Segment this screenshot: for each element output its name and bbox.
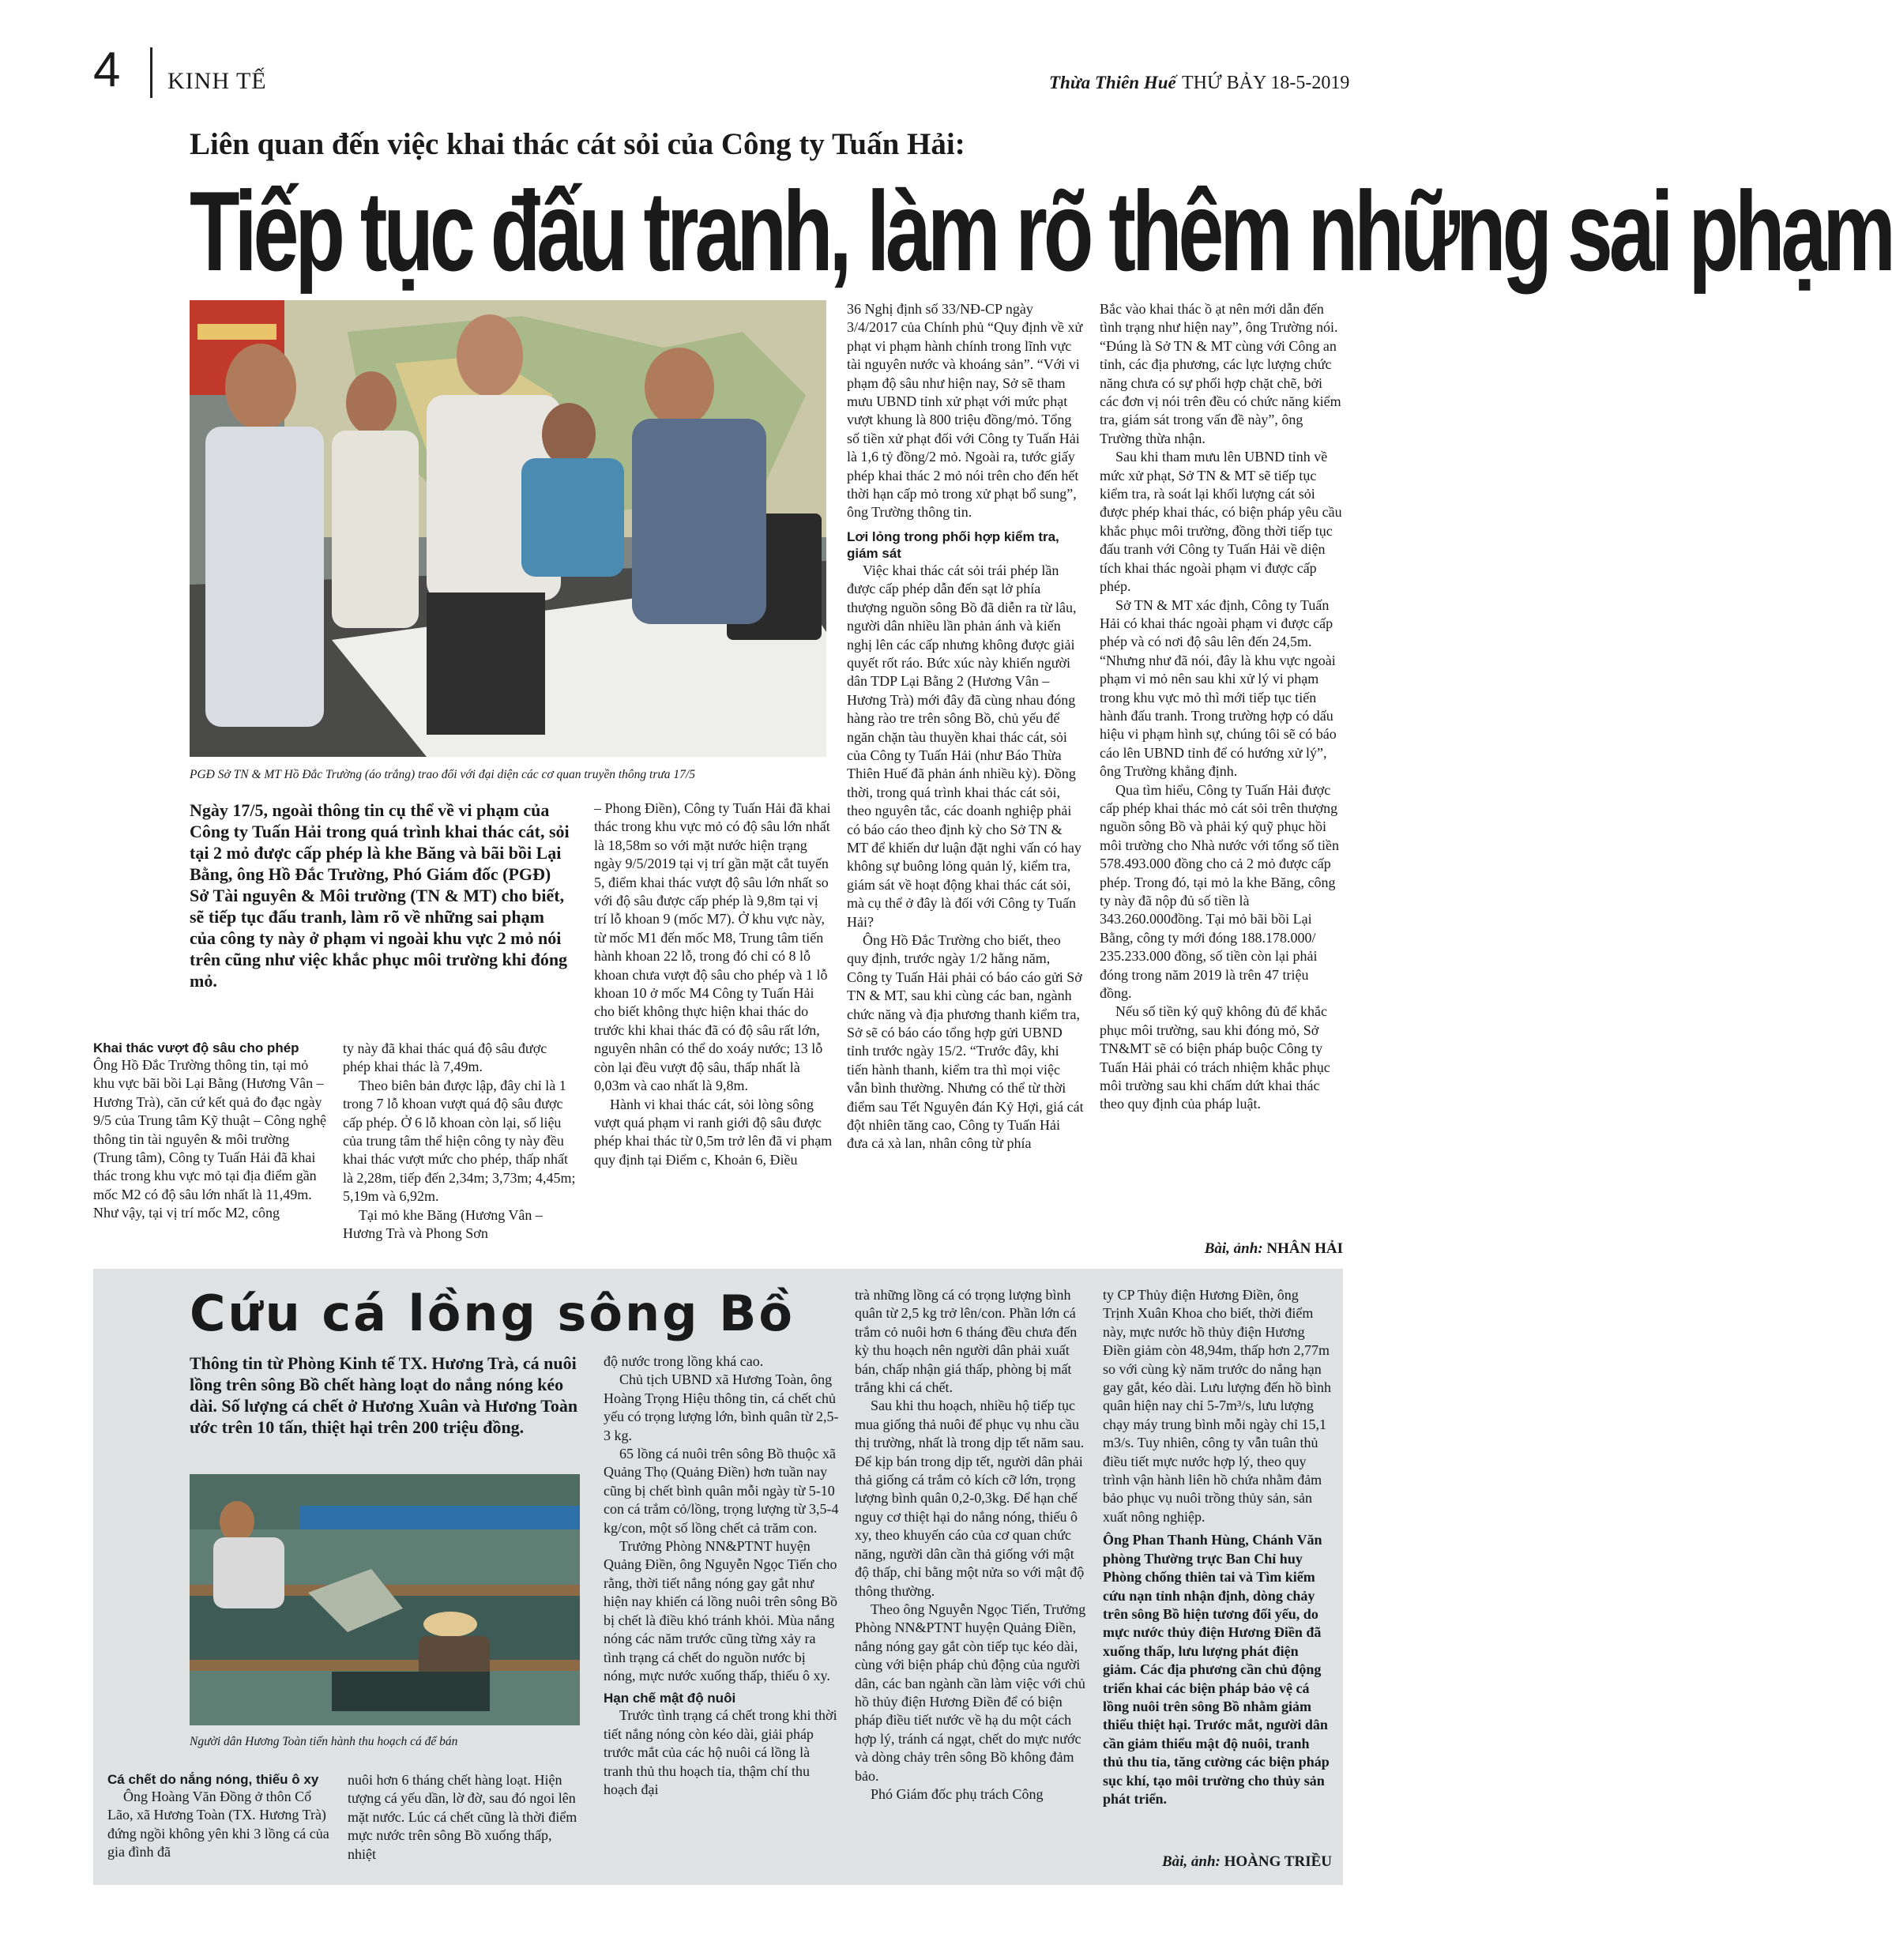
article1-col3	[594, 799, 833, 1256]
article1-col2	[343, 1040, 577, 1253]
paragraph: Nếu số tiền ký quỹ không đủ để khắc phục môi trường, sau khi đóng mỏ, Sở TN&MT sẽ có biện pháp buộc Công ty Tuấn Hải phải có trách nhiệm khắc phục môi trường sau khi chấm dứt khai thác theo quy định của pháp luật.	[1100, 1003, 1330, 1112]
paragraph-quote: Ông Phan Thanh Hùng, Chánh Văn phòng Thường trực Ban Chỉ huy Phòng chống thiên tai và Tìm kiếm cứu nạn tỉnh nhận định, dòng chảy trên sông Bồ hiện tương đối yếu, do mực nước thủy điện Hương Điền đã xuống thấp, lưu lượng phát điện giảm. Các địa phương cần chủ động triển khai các biện pháp bảo vệ cá lồng nuôi trên sông Bồ nhằm giảm thiểu thiệt hại. Trước mắt, người dân cần giảm thiểu mật độ nuôi, tranh thủ thu tỉa, tăng cường các biện pháp sục khí, tạo môi trường cho thủy sản phát triển.	[1103, 1532, 1330, 1807]
subhead-fish-death: Cá chết do nắng nóng, thiếu ô xy	[107, 1772, 319, 1787]
paragraph: Tại mỏ khe Băng (Hương Vân – Hương Trà và Phong Sơn	[343, 1206, 543, 1242]
byline-prefix: Bài, ảnh:	[1161, 1853, 1221, 1870]
subhead-depth: Khai thác vượt độ sâu cho phép	[93, 1040, 299, 1055]
paragraph: 36 Nghị định số 33/NĐ-CP ngày 3/4/2017 của Chính phủ “Quy định về xử phạt vi phạm hành chính trong lĩnh vực tài nguyên nước và khoáng sản”. “Với vi phạm độ sâu như hiện nay, Sở sẽ tham mưu UBND tỉnh xử phạt với mức phạt vượt khung là 800 triệu đồng/mỏ. Tổng số tiền xử phạt đối với Công ty Tuấn Hải là 1,6 tỷ đồng/2 mỏ. Ngoài ra, tước giấy phép khai thác 2 mỏ nói trên cho đến hết thời hạn cấp mỏ trong xử phạt bổ sung”, ông Trường thông tin.	[847, 301, 1083, 521]
lead-text: Ngày 17/5, ngoài thông tin cụ thể về vi phạm của Công ty Tuấn Hải trong quá trình khai thác cát, sỏi tại 2 mỏ được cấp phép là khe Băng và bãi bồi Lại Bằng, ông Hồ Đắc Trường, Phó Giám đốc (PGĐ) Sở Tài nguyên & Môi trường (TN & MT) cho biết, sẽ tiếp tục đấu tranh, làm rõ về những sai phạm của công ty này ở phạm vi ngoài khu vực 2 mỏ nói trên cũng như việc khắc phục môi trường khi đóng mỏ.	[190, 800, 570, 991]
article1-col5	[1100, 300, 1343, 1237]
paragraph: Theo biên bản được lập, đây chỉ là 1 trong 7 lỗ khoan vượt quá độ sâu được cấp phép. Ở 6 lỗ khoan còn lại, số liệu của trung tâm thể hiện công ty này đều khai thác vượt mức cho phép, thấp nhất là 2,28m, tiếp đến 2,34m; 3,73m; 4,45m; 5,19m và 6,92m.	[343, 1077, 576, 1205]
article1-col4	[847, 300, 1084, 1256]
article1-byline	[1100, 1240, 1343, 1258]
paragraph: Trước tình trạng cá chết trong khi thời tiết nắng nóng còn kéo dài, giải pháp trước mắt của các hộ nuôi cá lồng là tranh thủ thu hoạch tỉa, thậm chí thu hoạch đại	[604, 1707, 837, 1797]
article1-photo	[190, 300, 826, 757]
section-name: KINH TẾ	[167, 68, 267, 94]
byline-author: NHÂN HẢI	[1266, 1240, 1343, 1257]
masthead: Thừa Thiên Huế	[1049, 73, 1176, 92]
paragraph: độ nước trong lồng khá cao.	[604, 1353, 764, 1369]
article1-headline: Tiếp tục đấu tranh, làm rõ thêm những sai phạm	[190, 168, 1892, 295]
paragraph: nuôi hơn 6 tháng chết hàng loạt. Hiện tượng cá yếu dần, lờ đờ, sau đó ngoi lên mặt nước. Lúc cá chết cũng là thời điểm mực nước trên sông Bồ xuống thấp, nhiệt	[348, 1772, 577, 1862]
paragraph: Hành vi khai thác cát, sỏi lòng sông vượt quá phạm vi ranh giới độ sâu được phép khai thác từ 0,5m trở lên đã vi phạm quy định tại Điểm c, Khoản 6, Điều	[594, 1096, 833, 1168]
subhead-supervision: Lơi lỏng trong phối hợp kiểm tra, giám sát	[847, 529, 1059, 561]
subhead-density: Hạn chế mật độ nuôi	[604, 1691, 736, 1706]
paragraph: Sau khi thu hoạch, nhiều hộ tiếp tục mua giống thả nuôi để phục vụ nhu cầu thị trường, nhất là trong dịp tết năm sau. Để kịp bán trong dịp tết, người dân phải thả giống cá trắm cỏ kích cỡ lớn, trọng lượng bình quân 0,2-0,3kg. Để hạn chế nguy cơ thiệt hại do nắng nóng, thiếu ô xy, theo khuyến cáo của cơ quan chức năng, người dân cần thả giống với mật độ thấp, chỉ bằng một nửa so với mật độ thông thường.	[855, 1398, 1085, 1599]
paragraph: Việc khai thác cát sỏi trái phép lần được cấp phép dẫn đến sạt lở phía thượng nguồn sông Bồ đã diễn ra từ lâu, người dân nhiều lần phản ánh và kiến nghị lên các cấp nhưng không được giải quyết rốt ráo. Bức xúc này khiến người dân TDP Lại Bằng 2 (Hương Vân – Hương Trà) mới đây đã cùng nhau đóng hàng rào tre trên sông Bồ, chủ yếu để ngăn chặn tàu thuyền khai thác cát, sỏi của Công ty Tuấn Hải (như Báo Thừa Thiên Huế đã phản ánh nhiều kỳ). Đồng thời, trong quá trình khai thác cát sỏi, theo nguyên tắc, các doanh nghiệp phải có báo cáo theo định kỳ cho Sở TN & MT để khiến dư luận đặt nghi vấn có hay không sự buông lỏng quản lý, kiểm tra, giám sát về hoạt động khai thác cát sỏi, mà cụ thể ở đây là đối với Công ty Tuấn Hải?	[847, 562, 1081, 930]
article2-col2	[348, 1771, 581, 1875]
paragraph: Sở TN & MT xác định, Công ty Tuấn Hải có khai thác ngoài phạm vi được cấp phép và có nơi độ sâu lên đến 24,5m. “Nhưng như đã nói, đây là khu vực ngoài phạm vi mỏ nên sau khi xử lý vi phạm trong khu vực mỏ thì mới tiếp tục tiến hành đấu tranh. Trong trường hợp có dấu hiệu vi phạm hình sự, chúng tôi sẽ có báo cáo lên UBND tỉnh để có hướng xử lý”, ông Trường khẳng định.	[1100, 596, 1337, 780]
paragraph: Sau khi tham mưu lên UBND tỉnh về mức xử phạt, Sở TN & MT sẽ tiếp tục kiểm tra, rà soát lại khối lượng cát sỏi được phép khai thác, có biện pháp yêu cầu khắc phục môi trường, đồng thời tiếp tục đấu tranh với Công ty Tuấn Hải về diện tích khai thác ngoài phạm vi được cấp phép.	[1100, 449, 1342, 595]
article2-photo	[190, 1474, 580, 1725]
paragraph: Ông Hồ Đắc Trường thông tin, tại mỏ khu vực bãi bồi Lại Bằng (Hương Vân – Hương Trà), căn cứ kết quả đo đạc ngày 9/5 của Trung tâm Kỹ thuật – Công nghệ thông tin tài nguyên & môi trường (Trung tâm), Công ty Tuấn Hải đã khai thác trong khu vực mỏ tại địa điểm gần mốc M2 có độ sâu lớn nhất là 11,49m. Như vậy, tại vị trí mốc M2, công	[93, 1057, 326, 1221]
article2-col1	[107, 1771, 333, 1875]
article1-lead	[190, 799, 574, 991]
article1-photo-caption: PGĐ Sở TN & MT Hồ Đắc Trường (áo trắng) trao đổi với đại diện các cơ quan truyền thông trưa 17/5	[190, 768, 695, 781]
lead-text: Thông tin từ Phòng Kinh tế TX. Hương Trà, cá nuôi lồng trên sông Bồ chết hàng loạt do nắng nóng kéo dài. Số lượng cá chết ở Hương Xuân và Hương Toàn ước trên 10 tấn, thiệt hại trên 200 triệu đồng.	[190, 1353, 578, 1437]
paragraph: Phó Giám đốc phụ trách Công	[871, 1785, 1044, 1802]
paragraph: Theo ông Nguyễn Ngọc Tiến, Trưởng Phòng NN&PTNT huyện Quảng Điền, nắng nóng gay gắt còn tiếp tục kéo dài, cùng với biện pháp chủ động của người dân, các ban ngành cần làm việc với chủ hồ thủy điện Hương Điền để có biện pháp điều tiết nước về hạ du một cách hợp lý, tránh cá ngạt, chết do mực nước và dòng chảy trên sông Bồ không đảm bảo.	[855, 1601, 1086, 1784]
paragraph: Qua tìm hiểu, Công ty Tuấn Hải được cấp phép khai thác mỏ cát sỏi trên thượng nguồn sông Bồ và phải ký quỹ phục hồi môi trường cho Nhà nước với tổng số tiền 578.493.000 đồng cho cả 2 mỏ được cấp phép. Trong đó, tại mỏ la khe Băng, công ty này đã nộp đủ số tiền là 343.260.000đồng. Tại mỏ bãi bồi Lại Bằng, công ty mới đóng 188.178.000/ 235.233.000 đồng, số tiền còn lại phải đóng trong năm 2019 là trên 47 triệu đồng.	[1100, 781, 1340, 1002]
paragraph: Bắc vào khai thác ồ ạt nên mới dẫn đến tình trạng như hiện nay”, ông Trường nói. “Đúng là Sở TN & MT cùng với Công an tỉnh, các địa phương, các lực lượng chức năng chưa có sự phối hợp chặt chẽ, bởi các đơn vị nói trên đều có chức năng kiểm tra, giám sát trong vấn đề này”, ông Trường thừa nhận.	[1100, 301, 1341, 446]
paragraph: Trưởng Phòng NN&PTNT huyện Quảng Điền, ông Nguyễn Ngọc Tiến cho rằng, thời tiết nắng nóng gay gắt như hiện nay khiến cá lồng nuôi trên sông Bồ bị chết là điều khó tránh khỏi. Mùa nắng nóng các năm trước cũng từng xảy ra tình trạng cá chết do nguồn nước bị nóng, mực nước xuống thấp, thiếu ô xy.	[604, 1538, 837, 1683]
paragraph: Ông Hồ Đắc Trường cho biết, theo quy định, trước ngày 1/2 hằng năm, Công ty Tuấn Hải phải có báo cáo gửi Sở TN & MT, sau khi cùng các ban, ngành chức năng và địa phương thanh kiểm tra, Sở sẽ có báo cáo tổng hợp gửi UBND tỉnh trước ngày 15/2. “Trước đây, khi tiến hành thanh, kiểm tra thì mọi việc vẫn bình thường. Nhưng có thể từ thời điểm sau Tết Nguyên đán Kỷ Hợi, giá cát đột nhiên tăng cao, Công ty Tuấn Hải đưa cả xà lan, nhân công từ phía	[847, 932, 1084, 1152]
article1-col1	[93, 1040, 327, 1253]
page-number: 4	[93, 43, 121, 97]
paragraph: 65 lồng cá nuôi trên sông Bồ thuộc xã Quảng Thọ (Quảng Điền) hơn tuần nay cũng bị chết bình quân mỗi ngày từ 5-10 con cá trắm cỏ/lồng, trọng lượng từ 3,5-4 kg/con, một số lồng chết cả trăm con.	[604, 1446, 839, 1536]
byline-author: HOÀNG TRIỀU	[1224, 1853, 1332, 1870]
article2-photo-caption: Người dân Hương Toàn tiến hành thu hoạch cá để bán	[190, 1735, 458, 1748]
issue-date: THỨ BẢY 18-5-2019	[1182, 73, 1350, 93]
article2-byline	[1103, 1853, 1332, 1871]
paragraph: Chủ tịch UBND xã Hương Toàn, ông Hoàng Trọng Hiệu thông tin, cá chết chủ yếu có trọng lượng lớn, bình quân từ 2,5-3 kg.	[604, 1371, 839, 1443]
article2-col5	[1103, 1286, 1332, 1849]
article2-col3	[604, 1352, 841, 1874]
paragraph: ty CP Thủy điện Hương Điền, ông Trịnh Xuân Khoa cho biết, thời điểm này, mực nước hồ thủy điện Hương Điền giảm còn 48,94m, thấp hơn 2,77m so với cùng kỳ năm trước do nắng hạn gay gắt, kéo dài. Lưu lượng đến hồ bình quân hiện nay chỉ 5-7m³/s, lưu lượng chạy máy trung bình mỗi ngày chỉ 15,1 m3/s. Tuy nhiên, công ty vẫn tuân thủ điều tiết mực nước hợp lý, theo quy trình vận hành liên hồ chứa nhằm đảm bảo phục vụ nuôi trồng thủy sản, sản xuất nông nghiệp.	[1103, 1287, 1331, 1525]
article2-headline: Cứu cá lồng sông Bồ	[190, 1285, 795, 1342]
article2-col4	[855, 1286, 1089, 1874]
paragraph: – Phong Điền), Công ty Tuấn Hải đã khai thác trong khu vực mỏ có độ sâu lớn nhất là 18,58m so với mặt nước hiện trạng ngày 9/5/2019 tại vị trí gần mặt cắt tuyến 5, điểm khai thác vượt độ sâu lớn nhất so với độ sâu được cấp phép là 9,8m tại vị trí lỗ khoan 9 (mốc M7). Ở khu vực này, từ mốc M1 đến mốc M8, Trung tâm tiến hành khoan 22 lỗ, trong đó chỉ có 8 lỗ khoan chưa vượt độ sâu cho phép và 1 lỗ khoan 10 ở mốc M4 Công ty Tuấn Hải cho biết không thực hiện khai thác do trước khi khai thác đã có độ sâu rất lớn, nguyên nhân có thể do xoáy nước; 13 lỗ còn lại đều vượt độ sâu, thấp nhất là 0,03m và cao nhất là 9,8m.	[594, 800, 831, 1094]
header-divider	[150, 47, 152, 98]
paragraph: trà những lồng cá có trọng lượng bình quân từ 2,5 kg trở lên/con. Phần lớn cá trắm cỏ nuôi hơn 6 tháng đều chưa đến kỳ thu hoạch nên người dân phải xuất bán, chấp nhận giá thấp, phòng bị mất trắng khi cá chết.	[855, 1287, 1078, 1396]
paragraph: ty này đã khai thác quá độ sâu được phép khai thác là 7,49m.	[343, 1040, 547, 1075]
article1-kicker: Liên quan đến việc khai thác cát sỏi của Công ty Tuấn Hải:	[190, 127, 965, 161]
byline-prefix: Bài, ảnh:	[1204, 1240, 1263, 1257]
paragraph: Ông Hoàng Văn Đồng ở thôn Cổ Lão, xã Hương Toàn (TX. Hương Trà) đứng ngồi không yên khi 3 lồng cá của gia đình đã	[107, 1789, 329, 1860]
article2-lead	[190, 1352, 585, 1438]
